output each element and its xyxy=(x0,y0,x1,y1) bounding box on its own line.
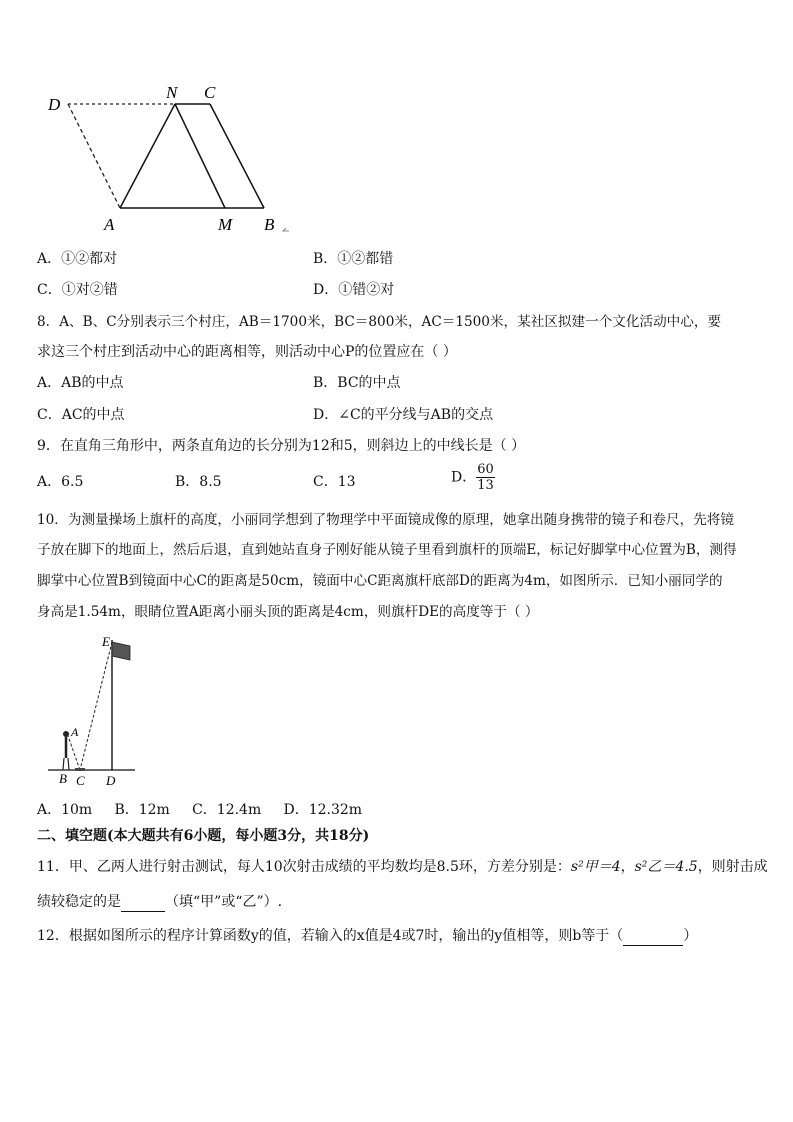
q9-option-b[interactable]: B．8.5 xyxy=(175,474,222,490)
label-b: B xyxy=(264,215,275,234)
variance-jia: s²甲＝4 xyxy=(570,859,621,875)
q10-stem-line4: 身高是1.54m，眼睛位置A距离小丽头顶的距离是4cm，则旗杆DE的高度等于（ ） xyxy=(37,604,539,620)
q8-stem-line1: 8．A、B、C分别表示三个村庄，AB＝1700米，BC＝800米，AC＝1500米，某社区拟建一个文化活动中心，要 xyxy=(37,314,722,330)
label-c2: C xyxy=(76,773,85,788)
answer-blank-q11[interactable] xyxy=(121,893,165,912)
q9-stem: 9．在直角三角形中，两条直角边的长分别为12和5，则斜边上的中线长是（ ） xyxy=(37,438,526,454)
q10-stem-line3: 脚掌中心位置B到镜面中心C的距离是50cm，镜面中心C距离旗杆底部D的距离为4m，如图所示．已知小丽同学的 xyxy=(37,573,723,589)
person-leg-left xyxy=(63,758,64,770)
q7-option-d[interactable]: D．①错②对 xyxy=(313,282,395,298)
flagpole-figure xyxy=(40,630,150,790)
label-e: E xyxy=(102,634,110,649)
q11-line2: 绩较稳定的是 （填“甲”或“乙”）. xyxy=(37,894,283,910)
q10-options[interactable]: A．10m B．12m C．12.4m D．12.32m xyxy=(37,802,363,818)
variance-yi: s²乙＝4.5 xyxy=(634,859,698,875)
q8-option-c[interactable]: C．AC的中点 xyxy=(37,407,125,423)
label-n: N xyxy=(166,83,178,102)
answer-blank-q12[interactable] xyxy=(623,927,683,946)
dashed-line-da xyxy=(68,104,120,208)
q10-stem-line1: 10．为测量操场上旗杆的高度，小丽同学想到了物理学中平面镜成像的原理，她拿出随身携带的镜子和卷尺，先将镜 xyxy=(37,512,734,528)
return-mark-icon xyxy=(283,228,289,231)
person-leg-right xyxy=(68,758,69,770)
geometry-figure-1 xyxy=(40,80,300,245)
q9-option-a[interactable]: A．6.5 xyxy=(37,474,84,490)
segment-an xyxy=(120,104,175,208)
label-d2: D xyxy=(106,773,116,788)
q12-stem: 12．根据如图所示的程序计算函数y的值，若输入的x值是4或7时，输出的y值相等，则b等于（ ） xyxy=(37,928,698,944)
q7-option-b[interactable]: B．①②都错 xyxy=(313,251,394,267)
q8-option-a[interactable]: A．AB的中点 xyxy=(37,375,124,391)
q7-option-a[interactable]: A．①②都对 xyxy=(37,251,118,267)
fraction-60-13: $\frac{60}{13}$ xyxy=(477,462,494,493)
person-head-icon xyxy=(63,731,69,737)
q10-stem-line2: 子放在脚下的地面上，然后后退，直到她站直身子刚好能从镜子里看到旗杆的顶端E，标记好脚掌中心位置为B，测得 xyxy=(37,542,737,558)
label-d: D xyxy=(48,95,61,114)
mirror-icon xyxy=(75,768,85,771)
label-a2: A xyxy=(71,725,79,739)
q8-stem-line2: 求这三个村庄到活动中心的距离相等，则活动中心P的位置应在（ ） xyxy=(37,344,457,360)
label-m: M xyxy=(218,215,233,234)
ray-ec xyxy=(80,642,112,770)
q11-line1: 11．甲、乙两人进行射击测试，每人10次射击成绩的平均数均是8.5环，方差分别是：s²甲＝4，s²乙＝4.5，则射击成 xyxy=(37,859,768,875)
q8-option-d[interactable]: D．∠C的平分线与AB的交点 xyxy=(313,407,494,423)
q9-option-c[interactable]: C．13 xyxy=(313,474,356,490)
label-a: A xyxy=(104,215,115,234)
section-title-fill-in: 二、填空题(本大题共有6小题，每小题3分，共18分) xyxy=(37,828,370,844)
label-b2: B xyxy=(59,771,67,786)
q8-option-b[interactable]: B．BC的中点 xyxy=(313,375,401,391)
q9-option-d[interactable]: D． $\frac{60}{13}$ xyxy=(451,462,494,493)
label-c: C xyxy=(204,83,216,102)
q7-option-c[interactable]: C．①对②错 xyxy=(37,282,118,298)
flag-icon xyxy=(112,642,130,660)
